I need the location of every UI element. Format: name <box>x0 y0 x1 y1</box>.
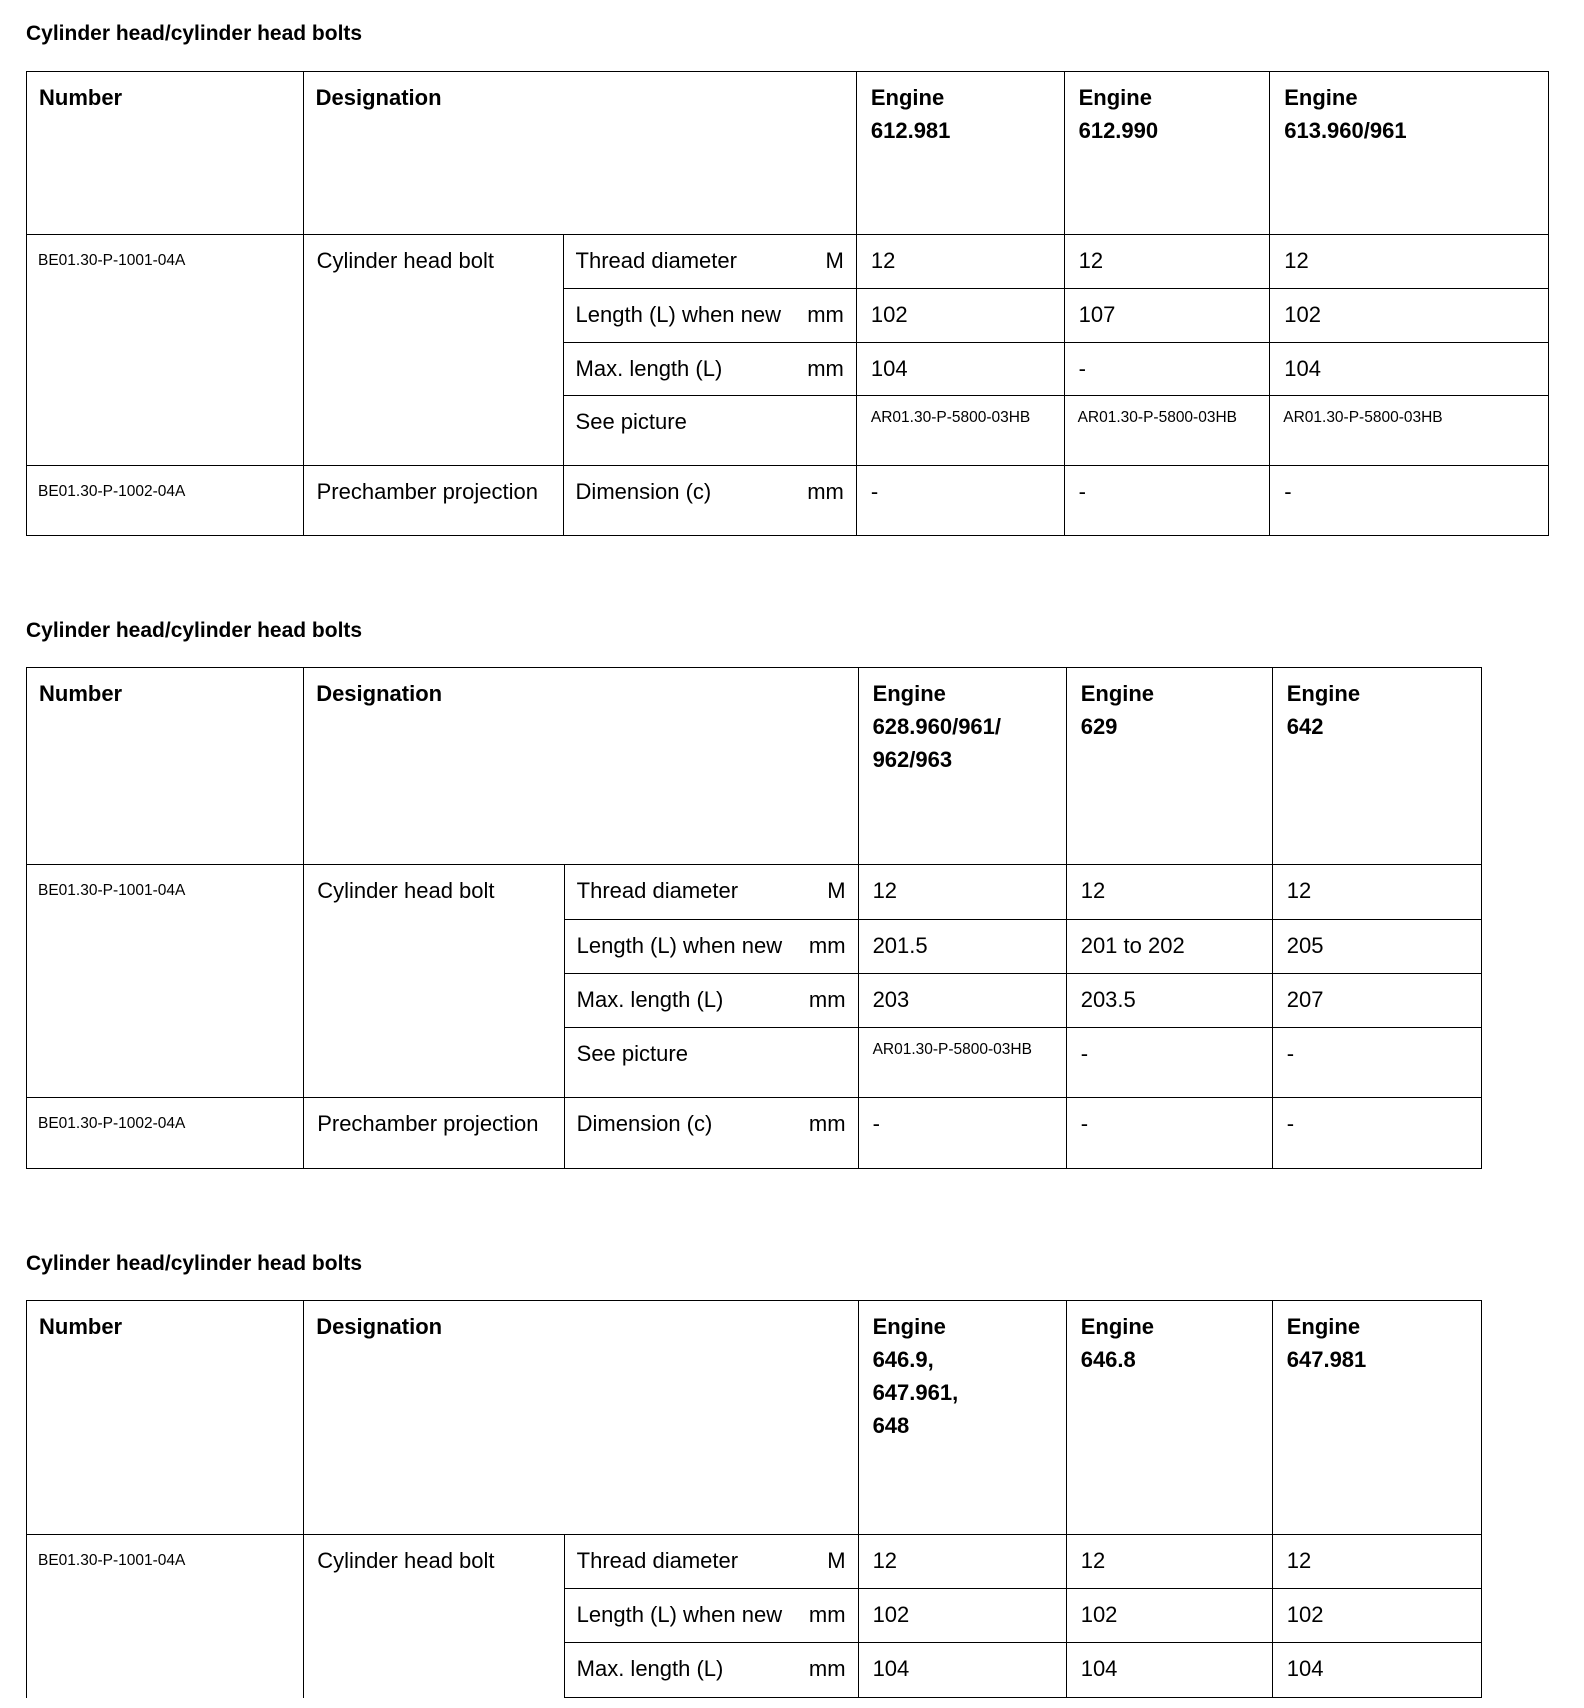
row-number-cell: BE01.30-P-1001-04A <box>27 1535 304 1698</box>
row-number-cell: BE01.30-P-1002-04A <box>27 466 304 536</box>
value-cell: 203.5 <box>1066 974 1272 1028</box>
property-cell: Thread diameter <box>564 1535 795 1589</box>
header-engine: Engine 642 <box>1272 668 1481 865</box>
unit-cell: mm <box>795 920 858 974</box>
value-cell: 104 <box>858 1643 1066 1698</box>
value-cell: 102 <box>1272 1589 1481 1643</box>
row-designation-cell: Prechamber projection <box>303 466 563 536</box>
unit-cell: mm <box>795 1098 858 1169</box>
unit-cell: mm <box>795 1589 858 1643</box>
property-cell: See picture <box>564 1028 795 1098</box>
value-cell: 107 <box>1064 289 1270 343</box>
picture-ref-cell: AR01.30-P-5800-03HB <box>1270 396 1549 466</box>
value-cell: - <box>1272 1028 1481 1098</box>
header-engine: Engine 646.8 <box>1066 1301 1272 1535</box>
value-cell: 104 <box>1272 1643 1481 1698</box>
spec-table-2 <box>26 667 1482 1169</box>
unit-cell: M <box>794 235 857 289</box>
section-title: Cylinder head/cylinder head bolts <box>26 619 363 642</box>
value-cell: - <box>1066 1098 1272 1169</box>
table-row <box>27 865 1482 920</box>
header-number: Number <box>27 72 304 235</box>
value-cell: 102 <box>856 289 1064 343</box>
unit-cell: M <box>795 1535 858 1589</box>
picture-ref-cell: AR01.30-P-5800-03HB <box>858 1028 1066 1098</box>
property-cell: Max. length (L) <box>564 974 795 1028</box>
value-cell: 12 <box>1272 1535 1481 1589</box>
row-number-cell: BE01.30-P-1002-04A <box>27 1098 304 1169</box>
header-designation: Designation <box>303 72 856 235</box>
header-engine: Engine 629 <box>1066 668 1272 865</box>
unit-cell: mm <box>794 466 857 536</box>
value-cell: 104 <box>856 343 1064 396</box>
table-row <box>27 235 1549 289</box>
header-engine: Engine 646.9, 647.961, 648 <box>858 1301 1066 1535</box>
value-cell: 207 <box>1272 974 1481 1028</box>
row-designation-cell: Cylinder head bolt <box>304 865 564 1098</box>
header-engine: Engine 612.990 <box>1064 72 1270 235</box>
spec-table-3 <box>26 1300 1482 1698</box>
unit-cell: mm <box>794 343 857 396</box>
value-cell: - <box>856 466 1064 536</box>
value-cell: 102 <box>858 1589 1066 1643</box>
value-cell: 102 <box>1066 1589 1272 1643</box>
header-number: Number <box>27 1301 304 1535</box>
unit-cell: mm <box>795 974 858 1028</box>
property-cell: Dimension (c) <box>564 1098 795 1169</box>
row-designation-cell: Prechamber projection <box>304 1098 564 1169</box>
value-cell: - <box>1270 466 1549 536</box>
header-engine: Engine 612.981 <box>856 72 1064 235</box>
row-designation-cell: Cylinder head bolt <box>304 1535 564 1698</box>
value-cell: 12 <box>1066 865 1272 920</box>
row-number-cell: BE01.30-P-1001-04A <box>27 865 304 1098</box>
property-cell: Length (L) when new <box>564 1589 795 1643</box>
property-cell: Thread diameter <box>563 235 794 289</box>
table-row <box>27 466 1549 536</box>
table-row <box>27 1535 1482 1589</box>
property-cell: See picture <box>563 396 794 466</box>
header-designation: Designation <box>304 1301 858 1535</box>
value-cell: 201.5 <box>858 920 1066 974</box>
section-title: Cylinder head/cylinder head bolts <box>26 22 363 45</box>
value-cell: 203 <box>858 974 1066 1028</box>
value-cell: 12 <box>1272 865 1481 920</box>
header-engine: Engine 613.960/961 <box>1270 72 1549 235</box>
property-cell: Max. length (L) <box>563 343 794 396</box>
value-cell: 12 <box>856 235 1064 289</box>
header-engine: Engine 628.960/961/ 962/963 <box>858 668 1066 865</box>
property-cell: Length (L) when new <box>563 289 794 343</box>
value-cell: 12 <box>1066 1535 1272 1589</box>
unit-cell <box>795 1028 858 1098</box>
table-header-row <box>27 1301 1482 1535</box>
value-cell: 12 <box>858 1535 1066 1589</box>
value-cell: - <box>1272 1098 1481 1169</box>
value-cell: - <box>1066 1028 1272 1098</box>
value-cell: 104 <box>1270 343 1549 396</box>
picture-ref-cell: AR01.30-P-5800-03HB <box>856 396 1064 466</box>
property-cell: Dimension (c) <box>563 466 794 536</box>
property-cell: Max. length (L) <box>564 1643 795 1698</box>
row-number-cell: BE01.30-P-1001-04A <box>27 235 304 466</box>
unit-cell: M <box>795 865 858 920</box>
unit-cell: mm <box>794 289 857 343</box>
header-designation: Designation <box>304 668 858 865</box>
picture-ref-cell: AR01.30-P-5800-03HB <box>1064 396 1270 466</box>
value-cell: - <box>858 1098 1066 1169</box>
spec-table-1 <box>26 71 1549 536</box>
property-cell: Length (L) when new <box>564 920 795 974</box>
table-row <box>27 1098 1482 1169</box>
row-designation-cell: Cylinder head bolt <box>303 235 563 466</box>
value-cell: 12 <box>858 865 1066 920</box>
header-number: Number <box>27 668 304 865</box>
value-cell: 104 <box>1066 1643 1272 1698</box>
value-cell: - <box>1064 343 1270 396</box>
section-title: Cylinder head/cylinder head bolts <box>26 1252 363 1275</box>
value-cell: - <box>1064 466 1270 536</box>
property-cell: Thread diameter <box>564 865 795 920</box>
unit-cell: mm <box>795 1643 858 1698</box>
value-cell: 102 <box>1270 289 1549 343</box>
header-engine: Engine 647.981 <box>1272 1301 1481 1535</box>
value-cell: 201 to 202 <box>1066 920 1272 974</box>
unit-cell <box>794 396 857 466</box>
value-cell: 205 <box>1272 920 1481 974</box>
table-header-row <box>27 668 1482 865</box>
value-cell: 12 <box>1270 235 1549 289</box>
table-header-row <box>27 72 1549 235</box>
value-cell: 12 <box>1064 235 1270 289</box>
